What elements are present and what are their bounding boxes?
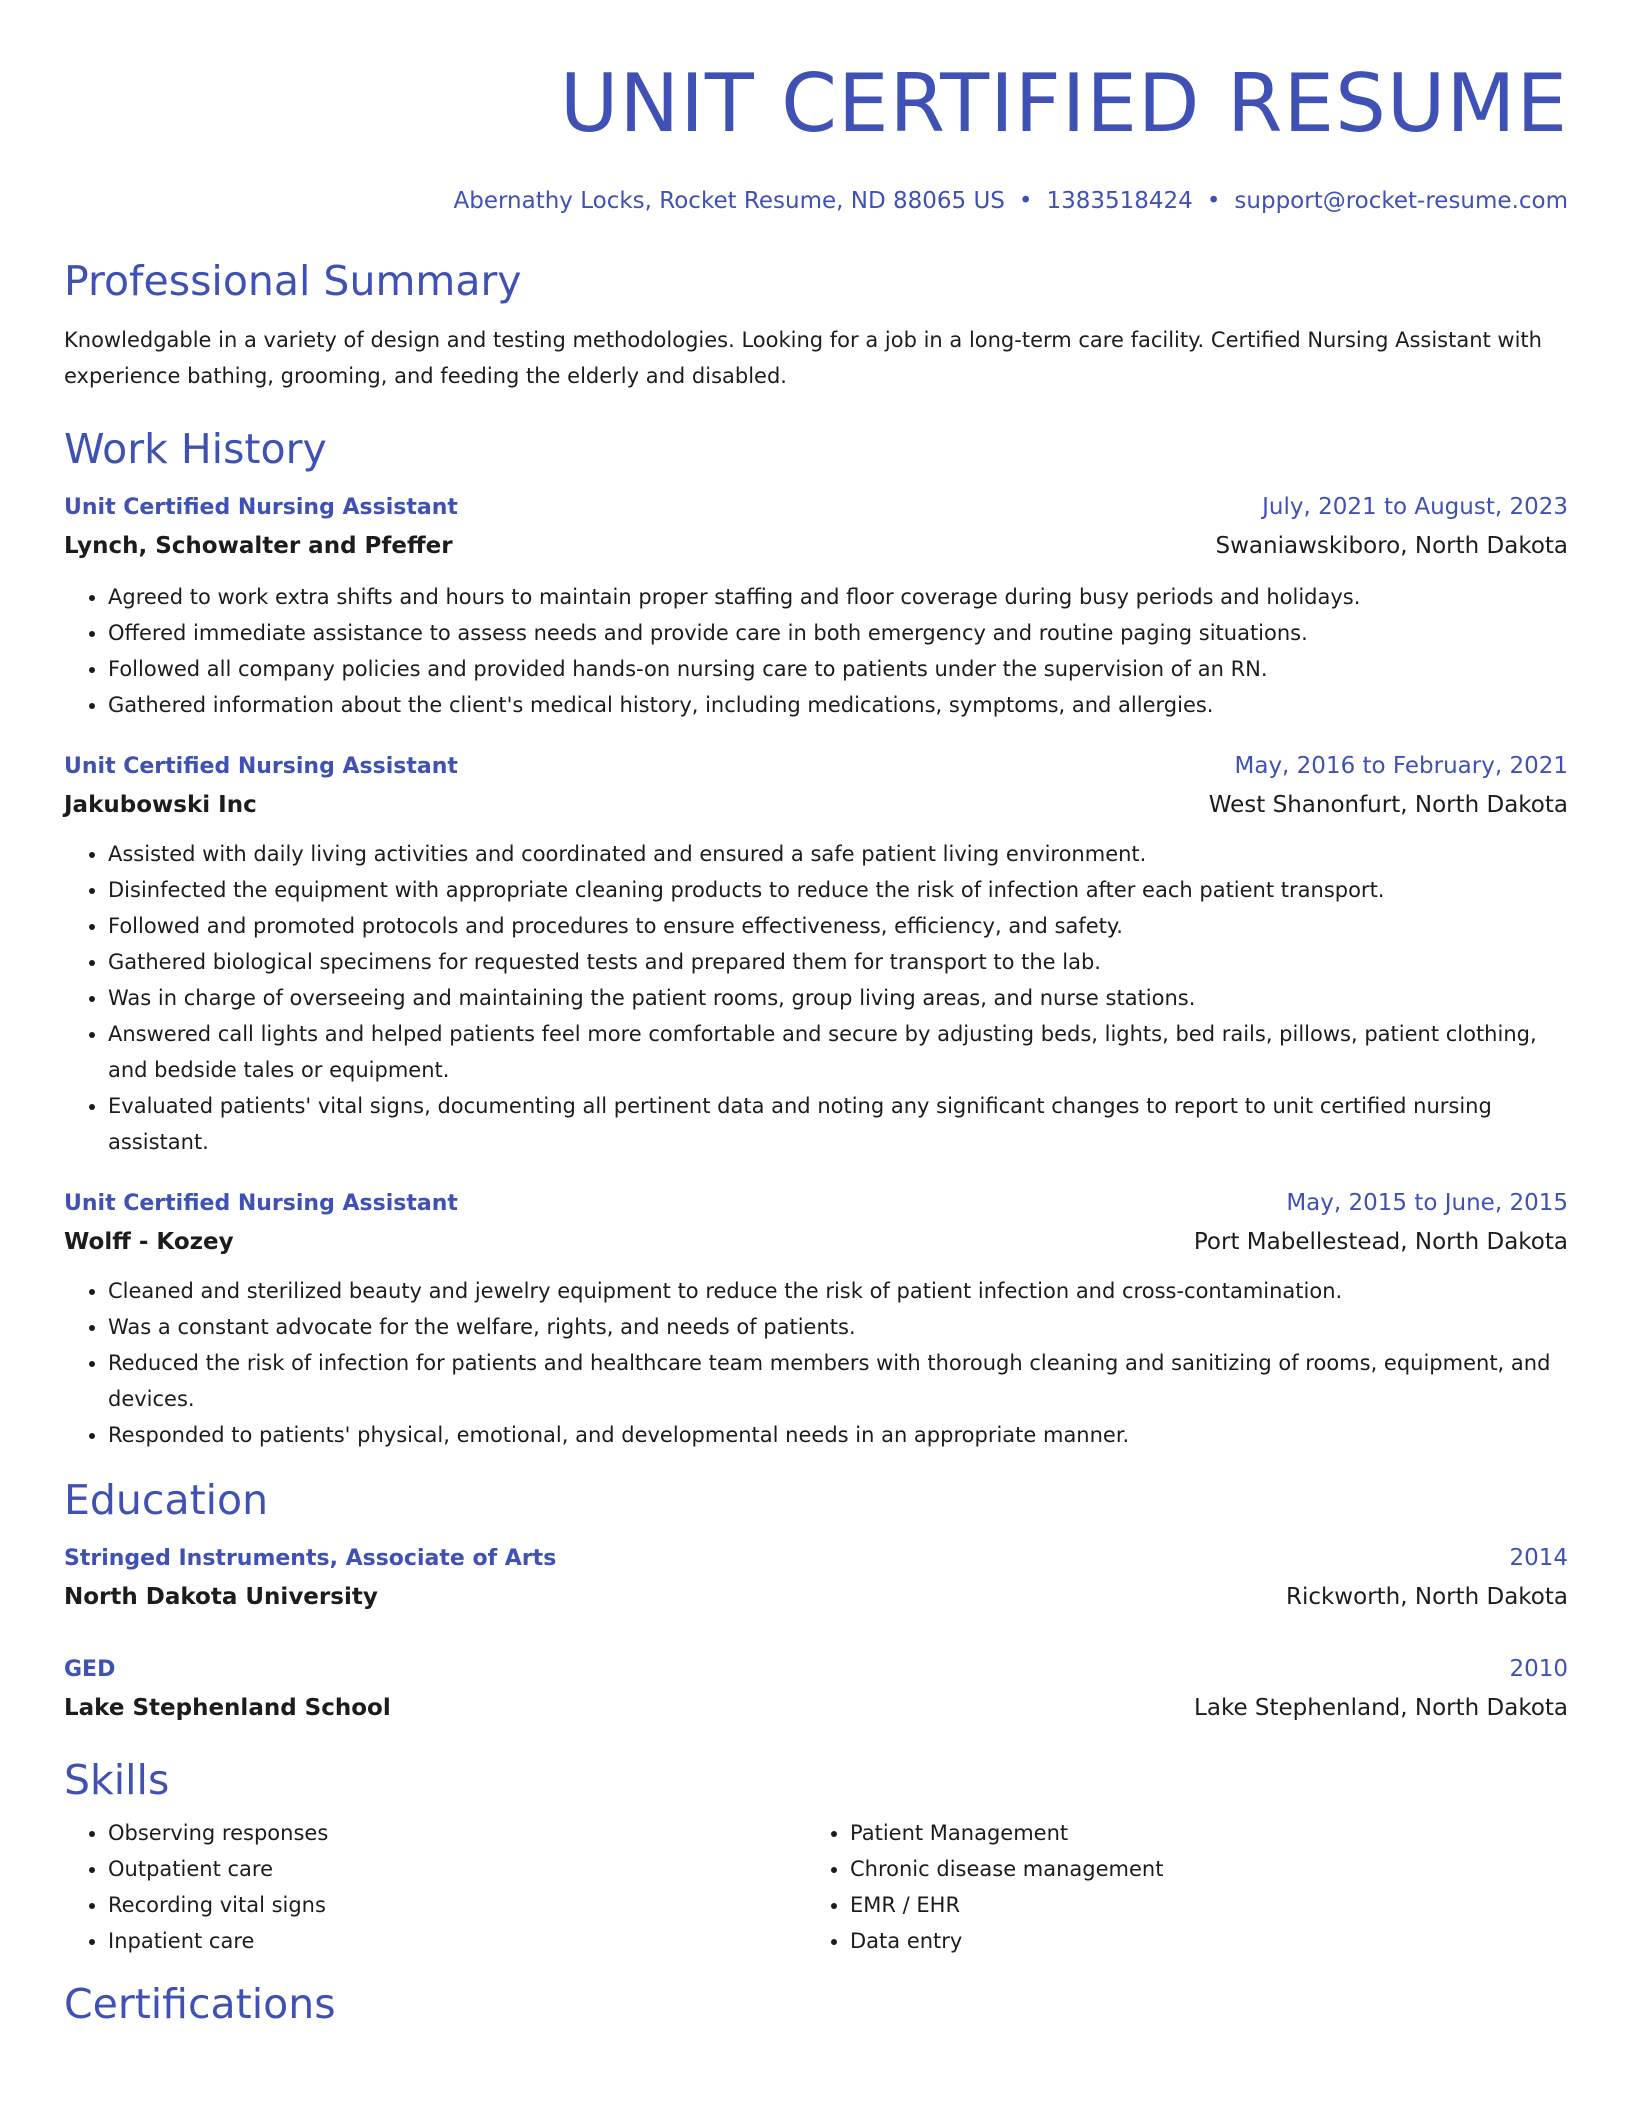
job-location: West Shanonfurt, North Dakota <box>1208 792 1568 818</box>
education-section <box>64 1475 1568 1727</box>
education-location: Lake Stephenland, North Dakota <box>1194 1695 1568 1721</box>
skill-item: • Patient Management <box>850 1815 1548 1851</box>
job-location: Port Mabellestead, North Dakota <box>1193 1229 1568 1255</box>
job-location: Swaniawskiboro, North Dakota <box>1215 533 1568 559</box>
contact-email: support@rocket-resume.com <box>1234 188 1568 214</box>
contact-separator: • <box>1018 188 1033 214</box>
job-bullet: • Assisted with daily living activities and coordinated and ensured a safe patient living environment. <box>108 836 1568 872</box>
job-bullet: • Followed all company policies and provided hands-on nursing care to patients under the supervision of an RN. <box>108 651 1568 687</box>
candidate-name: UNIT CERTIFIED RESUME <box>559 57 1568 150</box>
job-entry <box>64 488 1568 723</box>
job-bullet: • Gathered biological specimens for requested tests and prepared them for transport to the lab. <box>108 944 1568 980</box>
skill-item: • Outpatient care <box>108 1851 806 1887</box>
education-location: Rickworth, North Dakota <box>1285 1584 1568 1610</box>
skills-column-left <box>64 1815 806 1959</box>
education-year: 2014 <box>1509 1545 1568 1571</box>
job-bullet: • Disinfected the equipment with appropriate cleaning products to reduce the risk of infection after each patient transport. <box>108 872 1568 908</box>
job-company: Lynch, Schowalter and Pfeffer <box>64 533 453 559</box>
skill-item: • Data entry <box>850 1923 1548 1959</box>
contact-address: Abernathy Locks, Rocket Resume, ND 88065 US <box>453 188 1005 214</box>
section-title-education: Education <box>64 1476 269 1524</box>
job-entry <box>64 747 1568 1160</box>
skill-item: • Recording vital signs <box>108 1887 806 1923</box>
contact-phone: 1383518424 <box>1046 188 1193 214</box>
skills-section <box>64 1755 1568 1959</box>
skill-item: • EMR / EHR <box>850 1887 1548 1923</box>
job-bullet: • Was in charge of overseeing and maintaining the patient rooms, group living areas, and nurse stations. <box>108 980 1568 1016</box>
skill-item: • Chronic disease management <box>850 1851 1548 1887</box>
job-bullet: • Followed and promoted protocols and procedures to ensure effectiveness, efficiency, and safety. <box>108 908 1568 944</box>
section-title-summary: Professional Summary <box>64 257 522 305</box>
education-degree: Stringed Instruments, Associate of Arts <box>64 1546 557 1571</box>
education-school: Lake Stephenland School <box>64 1695 391 1721</box>
contact-separator: • <box>1206 188 1221 214</box>
job-dates: May, 2015 to June, 2015 <box>1286 1190 1568 1216</box>
education-entry <box>64 1650 1568 1727</box>
skills-grid <box>64 1815 1568 1959</box>
skill-item: • Inpatient care <box>108 1923 806 1959</box>
job-company: Jakubowski Inc <box>64 792 257 818</box>
resume-header <box>64 56 1568 216</box>
work-history-section <box>64 424 1568 1453</box>
job-title: Unit Certified Nursing Assistant <box>64 1191 458 1216</box>
job-dates: July, 2021 to August, 2023 <box>1262 494 1568 520</box>
job-bullet: • Cleaned and sterilized beauty and jewelry equipment to reduce the risk of patient infection and cross-contamination. <box>108 1273 1568 1309</box>
skills-column-right <box>806 1815 1548 1959</box>
contact-line <box>64 186 1568 216</box>
education-degree: GED <box>64 1657 116 1682</box>
job-entry <box>64 1184 1568 1453</box>
job-dates: May, 2016 to February, 2021 <box>1234 753 1568 779</box>
skill-item: • Observing responses <box>108 1815 806 1851</box>
job-bullet-list <box>64 579 1568 723</box>
job-bullet: • Reduced the risk of infection for patients and healthcare team members with thorough cleaning and sanitizing of rooms, equipment, and devices. <box>108 1345 1568 1417</box>
education-year: 2010 <box>1509 1656 1568 1682</box>
job-title: Unit Certified Nursing Assistant <box>64 754 458 779</box>
job-bullet-list <box>64 836 1568 1160</box>
job-bullet: • Was a constant advocate for the welfare, rights, and needs of patients. <box>108 1309 1568 1345</box>
job-bullet-list <box>64 1273 1568 1453</box>
section-title-skills: Skills <box>64 1756 170 1804</box>
education-school: North Dakota University <box>64 1584 378 1610</box>
job-bullet: • Answered call lights and helped patients feel more comfortable and secure by adjusting beds, lights, bed rails, pillows, patient clothing, and bedside tales or equipment. <box>108 1016 1568 1088</box>
job-bullet: • Evaluated patients' vital signs, documenting all pertinent data and noting any significant changes to report to unit certified nursing assistant. <box>108 1088 1568 1160</box>
job-bullet: • Responded to patients' physical, emotional, and developmental needs in an appropriate manner. <box>108 1417 1568 1453</box>
job-bullet: • Gathered information about the client's medical history, including medications, symptoms, and allergies. <box>108 687 1568 723</box>
job-company: Wolff - Kozey <box>64 1229 234 1255</box>
summary-text: Knowledgable in a variety of design and testing methodologies. Looking for a job in a long-term care facility. Certified Nursing Assistant with experience bathing, grooming, and feeding the elderly and disabled. <box>64 328 1542 388</box>
certifications-section <box>64 1979 1568 2029</box>
section-title-work-history: Work History <box>64 425 327 473</box>
job-title: Unit Certified Nursing Assistant <box>64 495 458 520</box>
education-entry <box>64 1539 1568 1616</box>
job-bullet: • Agreed to work extra shifts and hours to maintain proper staffing and floor coverage during busy periods and holidays. <box>108 579 1568 615</box>
job-bullet: • Offered immediate assistance to assess needs and provide care in both emergency and routine paging situations. <box>108 615 1568 651</box>
section-title-certifications: Certifications <box>64 1980 336 2028</box>
summary-section <box>64 256 1568 394</box>
